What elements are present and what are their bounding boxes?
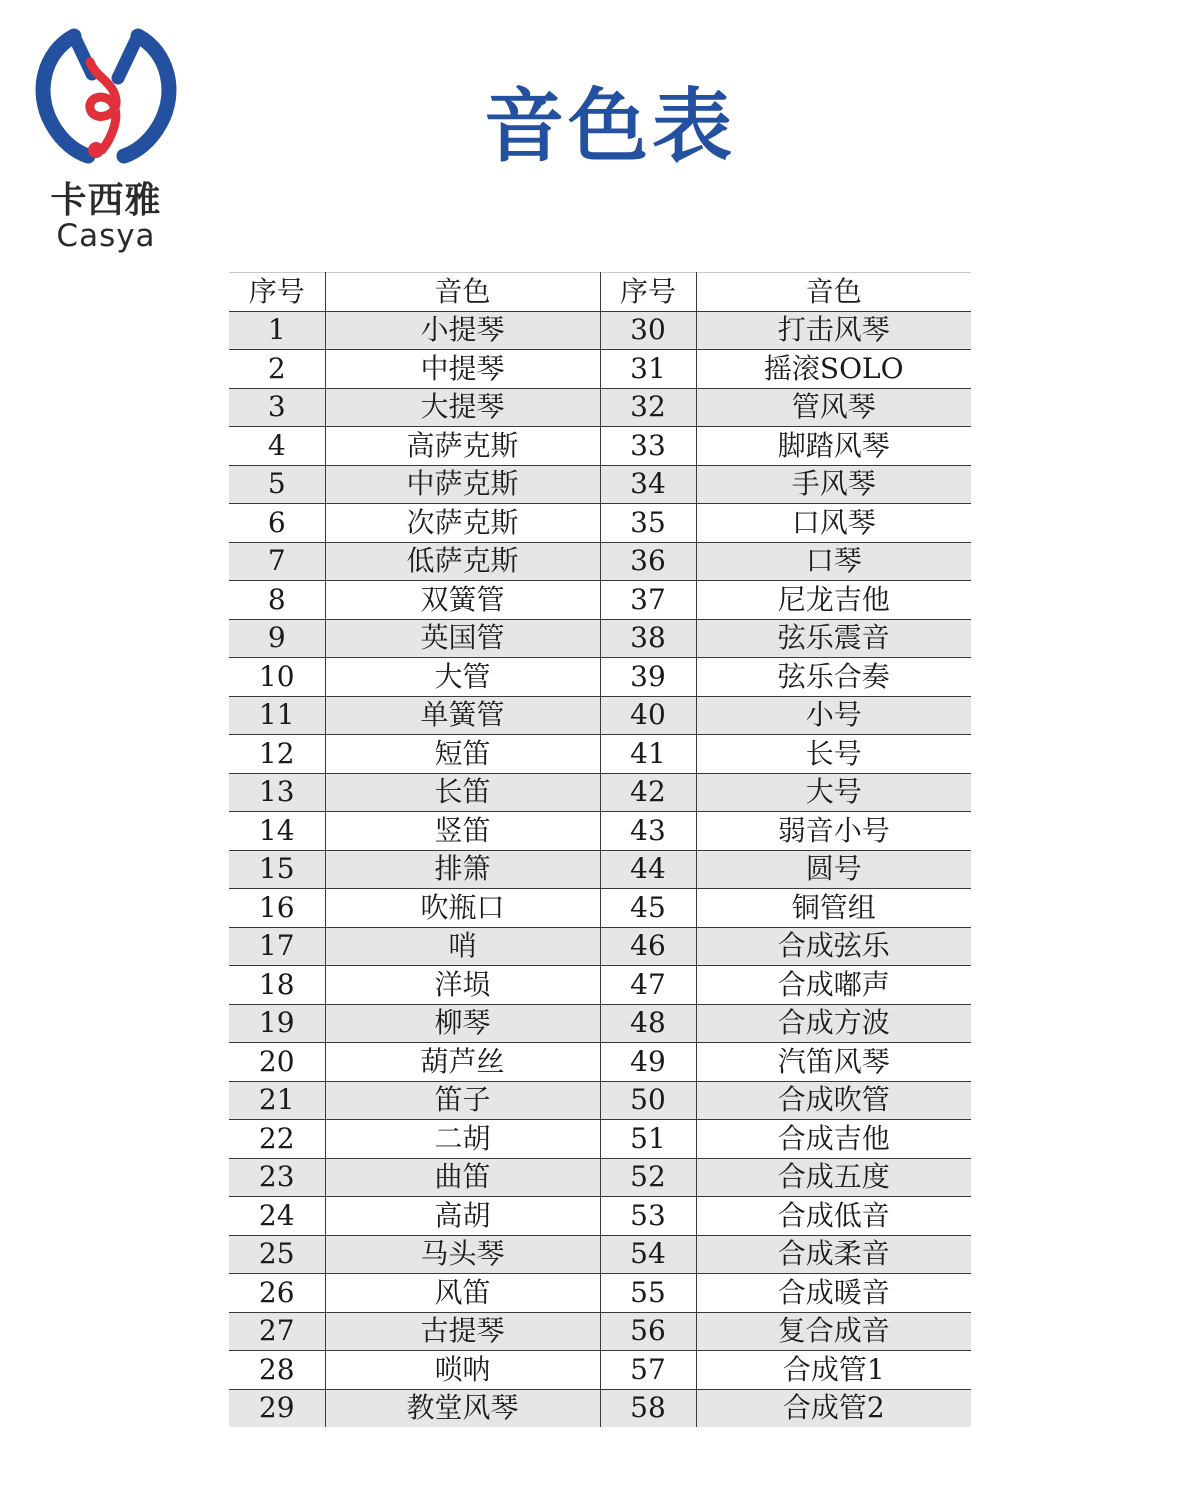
page-title: 音色表 (484, 79, 736, 173)
cell-tone-right: 弦乐震音 (696, 619, 971, 658)
cell-index-right: 33 (600, 427, 696, 466)
cell-tone-left: 葫芦丝 (325, 1043, 600, 1082)
cell-index-right: 46 (600, 927, 696, 966)
cell-tone-right: 合成管1 (696, 1351, 971, 1390)
cell-index-right: 45 (600, 889, 696, 928)
table-row (229, 658, 971, 697)
cell-index-right: 43 (600, 812, 696, 851)
cell-tone-right: 合成管2 (696, 1389, 971, 1427)
cell-index-left: 24 (229, 1197, 325, 1236)
cell-tone-left: 次萨克斯 (325, 504, 600, 543)
cell-tone-right: 打击风琴 (696, 311, 971, 350)
cell-tone-left: 大管 (325, 658, 600, 697)
cell-tone-right: 长号 (696, 735, 971, 774)
cell-tone-left: 教堂风琴 (325, 1389, 600, 1427)
table-row (229, 504, 971, 543)
cell-tone-left: 单簧管 (325, 696, 600, 735)
table-row (229, 1235, 971, 1274)
cell-tone-right: 小号 (696, 696, 971, 735)
table-row (229, 850, 971, 889)
table-row (229, 889, 971, 928)
cell-index-left: 3 (229, 388, 325, 427)
table-row (229, 388, 971, 427)
cell-tone-left: 小提琴 (325, 311, 600, 350)
cell-tone-left: 哨 (325, 927, 600, 966)
table-row (229, 1312, 971, 1351)
cell-tone-left: 排箫 (325, 850, 600, 889)
cell-tone-left: 双簧管 (325, 581, 600, 620)
table-row (229, 427, 971, 466)
table-row (229, 773, 971, 812)
cell-index-right: 36 (600, 542, 696, 581)
cell-index-right: 57 (600, 1351, 696, 1390)
cell-tone-right: 铜管组 (696, 889, 971, 928)
cell-index-left: 19 (229, 1004, 325, 1043)
brand-logo (30, 22, 182, 257)
cell-index-right: 58 (600, 1389, 696, 1427)
table-row (229, 311, 971, 350)
cell-index-left: 18 (229, 966, 325, 1005)
table-row (229, 1158, 971, 1197)
cell-index-right: 37 (600, 581, 696, 620)
cell-tone-right: 合成暖音 (696, 1274, 971, 1313)
table-row (229, 619, 971, 658)
cell-tone-left: 洋埙 (325, 966, 600, 1005)
cell-tone-right: 合成五度 (696, 1158, 971, 1197)
table-row (229, 1043, 971, 1082)
cell-index-left: 15 (229, 850, 325, 889)
cell-tone-right: 合成方波 (696, 1004, 971, 1043)
cell-index-left: 13 (229, 773, 325, 812)
table-header (229, 273, 971, 312)
cell-tone-left: 短笛 (325, 735, 600, 774)
cell-index-left: 16 (229, 889, 325, 928)
cell-tone-left: 高胡 (325, 1197, 600, 1236)
cell-tone-right: 口琴 (696, 542, 971, 581)
cell-tone-right: 汽笛风琴 (696, 1043, 971, 1082)
cell-index-right: 47 (600, 966, 696, 1005)
table-row (229, 1389, 971, 1427)
cell-index-left: 23 (229, 1158, 325, 1197)
table-row (229, 1004, 971, 1043)
cell-index-left: 1 (229, 311, 325, 350)
cell-index-left: 14 (229, 812, 325, 851)
cell-tone-left: 古提琴 (325, 1312, 600, 1351)
cell-tone-left: 中提琴 (325, 350, 600, 389)
cell-tone-right: 合成吉他 (696, 1120, 971, 1159)
cell-index-left: 5 (229, 465, 325, 504)
table-row (229, 465, 971, 504)
table-row (229, 350, 971, 389)
cell-index-right: 32 (600, 388, 696, 427)
table-row (229, 812, 971, 851)
cell-index-left: 20 (229, 1043, 325, 1082)
cell-index-right: 51 (600, 1120, 696, 1159)
cell-index-left: 28 (229, 1351, 325, 1390)
table-body (229, 311, 971, 1427)
cell-tone-right: 弦乐合奏 (696, 658, 971, 697)
table-row (229, 927, 971, 966)
cell-index-right: 54 (600, 1235, 696, 1274)
cell-tone-left: 马头琴 (325, 1235, 600, 1274)
cell-tone-left: 二胡 (325, 1120, 600, 1159)
table-row (229, 966, 971, 1005)
cell-index-left: 8 (229, 581, 325, 620)
cell-index-left: 6 (229, 504, 325, 543)
cell-tone-right: 弱音小号 (696, 812, 971, 851)
cell-tone-left: 吹瓶口 (325, 889, 600, 928)
header-tone-right: 音色 (696, 273, 971, 312)
table-row (229, 1120, 971, 1159)
header-row (229, 273, 971, 312)
cell-index-right: 34 (600, 465, 696, 504)
cell-tone-right: 尼龙吉他 (696, 581, 971, 620)
table-row (229, 1197, 971, 1236)
header-tone-left: 音色 (325, 273, 600, 312)
cell-index-left: 25 (229, 1235, 325, 1274)
cell-tone-left: 竖笛 (325, 812, 600, 851)
cell-tone-right: 合成嘟声 (696, 966, 971, 1005)
brand-name-cn: 卡西雅 (50, 180, 162, 221)
cell-index-right: 30 (600, 311, 696, 350)
cell-tone-right: 手风琴 (696, 465, 971, 504)
cell-tone-left: 长笛 (325, 773, 600, 812)
cell-tone-right: 圆号 (696, 850, 971, 889)
cell-index-left: 21 (229, 1081, 325, 1120)
cell-index-right: 42 (600, 773, 696, 812)
table-row (229, 1351, 971, 1390)
cell-index-right: 53 (600, 1197, 696, 1236)
table-row (229, 1081, 971, 1120)
cell-tone-right: 合成弦乐 (696, 927, 971, 966)
cell-tone-right: 合成吹管 (696, 1081, 971, 1120)
cell-index-left: 4 (229, 427, 325, 466)
cell-index-left: 11 (229, 696, 325, 735)
table-row (229, 542, 971, 581)
brand-logo-mark-icon (30, 22, 182, 172)
cell-index-left: 9 (229, 619, 325, 658)
header-index-right: 序号 (600, 273, 696, 312)
cell-index-right: 52 (600, 1158, 696, 1197)
cell-index-left: 10 (229, 658, 325, 697)
cell-tone-left: 柳琴 (325, 1004, 600, 1043)
cell-index-left: 26 (229, 1274, 325, 1313)
cell-index-right: 40 (600, 696, 696, 735)
cell-tone-left: 高萨克斯 (325, 427, 600, 466)
cell-tone-left: 英国管 (325, 619, 600, 658)
cell-index-right: 31 (600, 350, 696, 389)
cell-tone-right: 合成低音 (696, 1197, 971, 1236)
cell-index-left: 12 (229, 735, 325, 774)
cell-tone-right: 合成柔音 (696, 1235, 971, 1274)
cell-index-right: 49 (600, 1043, 696, 1082)
cell-index-left: 2 (229, 350, 325, 389)
cell-index-left: 7 (229, 542, 325, 581)
cell-index-right: 55 (600, 1274, 696, 1313)
cell-index-right: 35 (600, 504, 696, 543)
cell-index-right: 39 (600, 658, 696, 697)
cell-tone-right: 口风琴 (696, 504, 971, 543)
cell-index-right: 41 (600, 735, 696, 774)
cell-tone-left: 风笛 (325, 1274, 600, 1313)
cell-tone-left: 中萨克斯 (325, 465, 600, 504)
cell-index-right: 56 (600, 1312, 696, 1351)
cell-index-right: 44 (600, 850, 696, 889)
cell-tone-left: 笛子 (325, 1081, 600, 1120)
cell-index-right: 38 (600, 619, 696, 658)
tone-table (229, 272, 971, 1427)
cell-index-left: 29 (229, 1389, 325, 1427)
cell-index-right: 48 (600, 1004, 696, 1043)
brand-name-en: Casya (56, 218, 156, 254)
cell-tone-left: 大提琴 (325, 388, 600, 427)
cell-tone-right: 摇滚SOLO (696, 350, 971, 389)
cell-tone-right: 复合成音 (696, 1312, 971, 1351)
table-row (229, 696, 971, 735)
cell-tone-left: 唢呐 (325, 1351, 600, 1390)
table-row (229, 1274, 971, 1313)
cell-tone-right: 管风琴 (696, 388, 971, 427)
cell-index-left: 22 (229, 1120, 325, 1159)
cell-index-left: 27 (229, 1312, 325, 1351)
header-index-left: 序号 (229, 273, 325, 312)
table-row (229, 735, 971, 774)
table-row (229, 581, 971, 620)
cell-index-left: 17 (229, 927, 325, 966)
cell-tone-left: 低萨克斯 (325, 542, 600, 581)
cell-tone-right: 大号 (696, 773, 971, 812)
cell-tone-right: 脚踏风琴 (696, 427, 971, 466)
cell-index-right: 50 (600, 1081, 696, 1120)
cell-tone-left: 曲笛 (325, 1158, 600, 1197)
